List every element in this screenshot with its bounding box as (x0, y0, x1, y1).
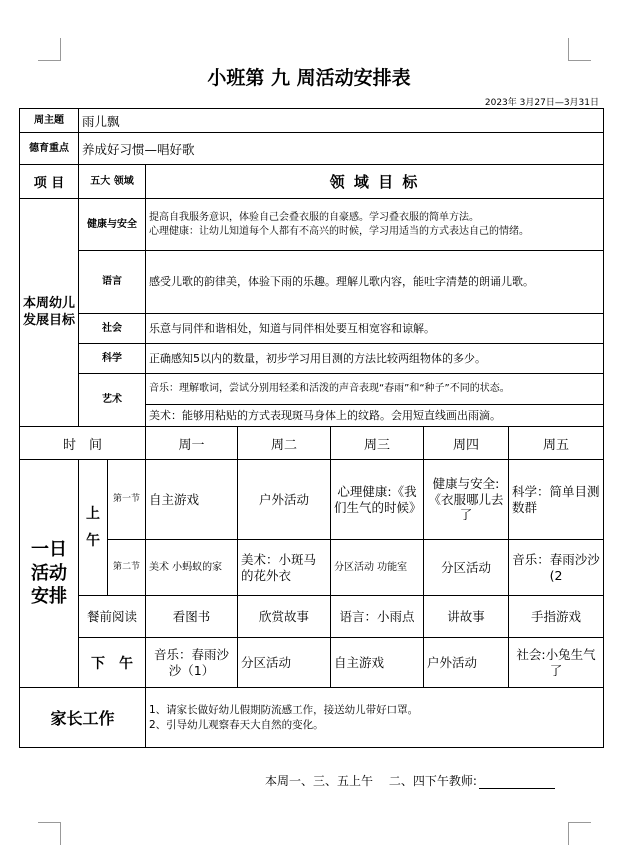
activity-cell: 分区活动 (238, 638, 331, 688)
afternoon-label: 下 午 (79, 638, 146, 688)
activity-cell: 美术：小斑马的花外衣 (238, 540, 331, 596)
morning-upper-label: 上 (86, 505, 100, 522)
period1-row (20, 460, 604, 540)
domains-label: 五大 领域 (79, 165, 146, 199)
goal-row (20, 314, 604, 344)
parents-label: 家长工作 (20, 688, 146, 748)
parents-items (146, 688, 604, 748)
activity-cell: 自主游戏 (331, 638, 424, 688)
parents-item: 1、请家长做好幼儿假期防流感工作，接送幼儿带好口罩。 (149, 703, 419, 716)
morning-label (79, 460, 108, 596)
signature-line[interactable] (479, 776, 555, 789)
moral-row (20, 133, 604, 165)
theme-value: 雨儿飘 (79, 109, 604, 133)
day-header: 周四 (424, 427, 509, 460)
activity-cell: 语言：小雨点 (331, 596, 424, 638)
day-header: 周三 (331, 427, 424, 460)
domain-goals (146, 199, 604, 251)
activity-cell: 手指游戏 (509, 596, 604, 638)
activity-cell: 心理健康:《我们生气的时候》 (331, 460, 424, 540)
day-header: 周一 (146, 427, 238, 460)
activity-cell: 看图书 (146, 596, 238, 638)
goal-row (20, 374, 604, 405)
goal-text: 提高自我服务意识，体验自己会叠衣服的自豪感。学习叠衣服的简单方法。 (149, 211, 479, 223)
development-label: 本周幼儿发展目标 (20, 199, 79, 427)
page-title: 小班第 九 周活动安排表 (207, 67, 411, 89)
period1-label: 第一节 (108, 460, 146, 540)
domain-goals: 音乐：理解歌词，尝试分别用轻柔和活泼的声音表现“春雨”和“种子”不同的状态。 (146, 374, 604, 405)
theme-label: 周主题 (20, 109, 79, 133)
afternoon-row (20, 638, 604, 688)
activity-cell: 讲故事 (424, 596, 509, 638)
domain-goals: 乐意与同伴和谐相处，知道与同伴相处要互相宽容和谅解。 (146, 314, 604, 344)
parents-row (20, 688, 604, 748)
moral-label: 德育重点 (20, 133, 79, 165)
domain-goals: 正确感知5以内的数量，初步学习用目测的方法比较两组物体的多少。 (146, 344, 604, 374)
activity-cell: 健康与安全:《衣服哪儿去了 (424, 460, 509, 540)
footer-text: 本周一、三、五上午 二、四下午教师: (265, 774, 477, 788)
schedule-table (19, 108, 604, 748)
corner-mark (38, 38, 61, 61)
period2-row (20, 540, 604, 596)
activity-cell: 欣赏故事 (238, 596, 331, 638)
goal-row (20, 199, 604, 251)
time-header-row (20, 427, 604, 460)
domain-goals: 美术：能够用粘贴的方式表现斑马身体上的纹路。会用短直线画出雨滴。 (146, 405, 604, 427)
period2-label: 第二节 (108, 540, 146, 596)
day-header: 周二 (238, 427, 331, 460)
activity-cell: 户外活动 (238, 460, 331, 540)
activity-cell: 分区活动 功能室 (331, 540, 424, 596)
time-label: 时 间 (20, 427, 146, 460)
day-header: 周五 (509, 427, 604, 460)
footer (265, 772, 555, 789)
goal-text: 心理健康：让幼儿知道每个人都有不高兴的时候，学习用适当的方式表达自己的情绪。 (149, 225, 529, 237)
activity-cell: 社会:小兔生气了 (509, 638, 604, 688)
activity-cell: 美术 小蚂蚁的家 (146, 540, 238, 596)
domain-label: 语言 (79, 251, 146, 314)
domain-label: 科学 (79, 344, 146, 374)
activity-cell: 分区活动 (424, 540, 509, 596)
activity-cell: 自主游戏 (146, 460, 238, 540)
reading-label: 餐前阅读 (79, 596, 146, 638)
domain-label: 艺术 (79, 374, 146, 427)
moral-value: 养成好习惯—唱好歌 (79, 133, 604, 165)
goals-label: 领 域 目 标 (146, 165, 604, 199)
project-label: 项 目 (20, 165, 79, 199)
activity-cell: 音乐：春雨沙沙(2 (509, 540, 604, 596)
domain-goals: 感受儿歌的韵律美，体验下雨的乐趣。理解儿歌内容，能吐字清楚的朗诵儿歌。 (146, 251, 604, 314)
domain-label: 健康与安全 (79, 199, 146, 251)
activity-cell: 户外活动 (424, 638, 509, 688)
goal-row (20, 344, 604, 374)
morning-lower-label: 午 (86, 532, 100, 549)
corner-mark (38, 822, 61, 845)
activity-cell: 科学：简单目测数群 (509, 460, 604, 540)
goal-row (20, 251, 604, 314)
reading-row (20, 596, 604, 638)
daily-schedule-label: 一日活动安排 (20, 460, 79, 688)
corner-mark (568, 38, 591, 61)
theme-row (20, 109, 604, 133)
domain-label: 社会 (79, 314, 146, 344)
corner-mark (568, 822, 591, 845)
date-range: 2023年 3月27日—3月31日 (484, 98, 599, 108)
project-row (20, 165, 604, 199)
parents-item: 2、引导幼儿观察春天大自然的变化。 (149, 718, 324, 731)
activity-cell: 音乐：春雨沙沙（1） (146, 638, 238, 688)
